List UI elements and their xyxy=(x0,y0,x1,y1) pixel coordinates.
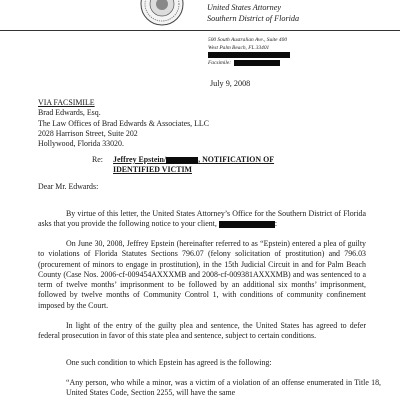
phone-line xyxy=(208,52,290,60)
paragraph-1-text: By virtue of this letter, the United States Attorney’s Office for the Southern District of Florida asks that you provide the following notice to your client, xyxy=(38,209,366,229)
re-subject-line-2: IDENTIFIED VICTIM xyxy=(113,165,192,174)
recipient-city: Hollywood, Florida 33020. xyxy=(38,139,124,149)
office-line-2: Southern District of Florida xyxy=(207,14,300,23)
recipient-street: 2028 Harrison Street, Suite 202 xyxy=(38,128,138,138)
quoted-condition-text: “Any person, who while a minor, was a victim of a violation of an offense enumerated in Title 18, United States Code, Section 2255, will have the same xyxy=(66,378,381,398)
address-line-2: West Palm Beach, FL 33401 xyxy=(208,44,270,51)
recipient-name: Brad Edwards, Esq. xyxy=(38,108,101,118)
paragraph-2-text: On June 30, 2008, Jeffrey Epstein (hereinafter referred to as “Epstein) entered a plea of guilty to violations of Florida Statutes Sections 796.07 (felony solicitation of prostitution) and 796.03 (procurement of minors to engage in prostitution), in the 15th Judicial Circuit in and for Palm Beach County (Case Nos. 2006-cf-009454AXXXMB and 2008-cf-009381AXXXMB) and was sentenced to a term of twelve months’ imprisonment to be followed by an additional six months’ imprisonment, followed by twelve months of Community Control 1, with conditions of community confinement imposed by the Court. xyxy=(38,239,366,310)
letterhead-divider xyxy=(0,30,400,31)
paragraph-4-text: One such condition to which Epstein has agreed is the following: xyxy=(66,358,272,367)
fax-label: Facsimile: xyxy=(208,59,232,66)
quoted-condition xyxy=(66,378,381,399)
recipient-block xyxy=(38,98,209,149)
fax-line xyxy=(208,60,290,68)
address-line-1: 500 South Australian Ave., Suite 400 xyxy=(208,37,288,43)
re-line-1: Jeffrey Epstein/ , NOTIFICATION OF xyxy=(113,155,275,164)
re-label: Re: xyxy=(92,155,103,164)
redaction-block xyxy=(166,157,198,164)
doj-seal-icon xyxy=(140,0,184,26)
paragraph-2 xyxy=(38,239,366,311)
paragraph-3-text: In light of the entry of the guilty plea and sentence, the United States has agreed to defer federal prosecution in favor of this state plea and sentence, subject to certain conditions. xyxy=(38,321,366,341)
paragraph-4 xyxy=(38,358,366,368)
paragraph-1: By virtue of this letter, the United States Attorney’s Office for the Southern District of Florida asks that you provide the following notice to your client, : xyxy=(38,209,366,229)
salutation: Dear Mr. Edwards: xyxy=(38,182,99,191)
re-subject-line-1: NOTIFICATION OF xyxy=(202,155,275,164)
re-subject xyxy=(113,155,274,175)
redaction-block xyxy=(234,60,280,66)
letter-date: July 9, 2008 xyxy=(210,79,251,88)
re-name: Jeffrey Epstein/ xyxy=(113,155,167,164)
office-line-1: United States Attorney xyxy=(207,3,281,12)
office-address xyxy=(208,37,290,67)
redaction-block xyxy=(219,221,275,228)
redaction-block xyxy=(208,52,290,58)
paragraph-3 xyxy=(38,321,366,342)
delivery-method: VIA FACSIMILE xyxy=(38,98,95,107)
recipient-firm: The Law Offices of Brad Edwards & Associates, LLC xyxy=(38,118,209,128)
office-title xyxy=(207,2,299,24)
